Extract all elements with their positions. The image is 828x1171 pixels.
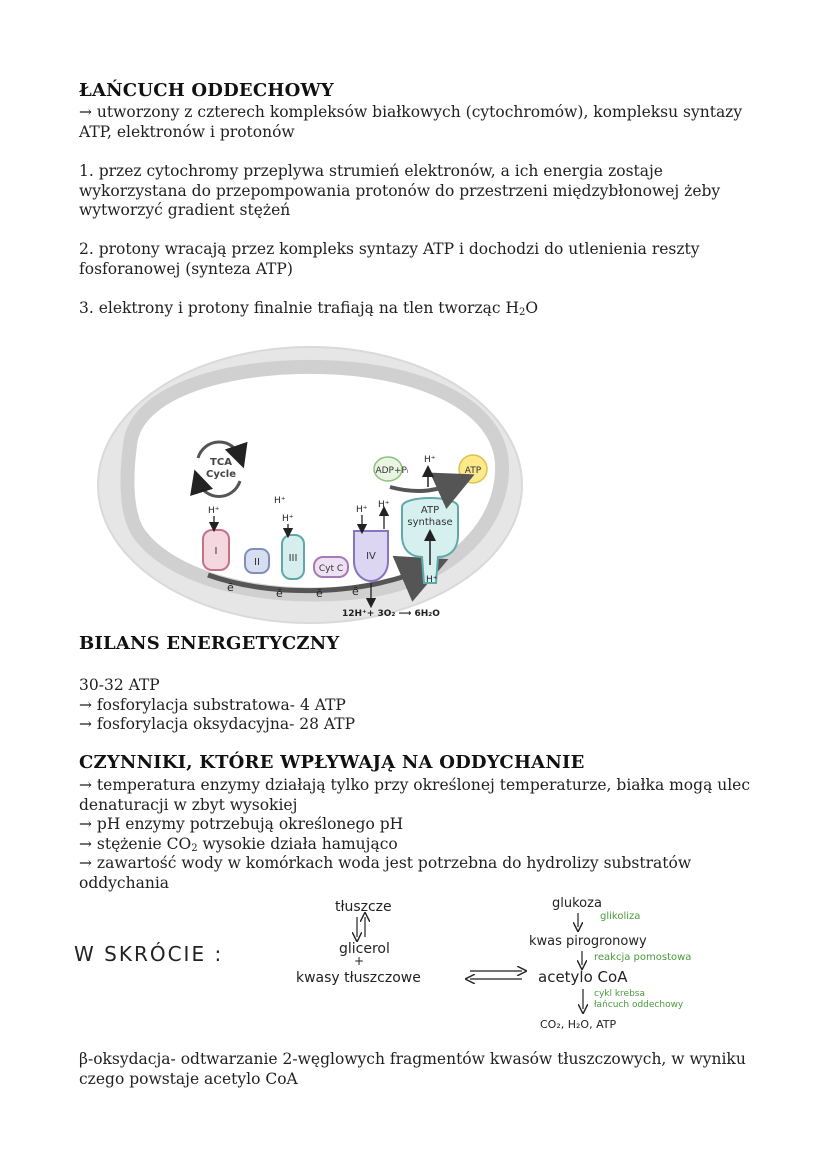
cyt-c-label: Cyt C [318, 564, 344, 574]
summary-glukoza: glukoza [552, 896, 602, 911]
text-line: → stężenie $CO_2$ wysokie działa hamująco [79, 834, 398, 854]
text-line: → utworzony z czterech kompleksów białkowych (cytochromów), kompleksu syntazy [79, 103, 743, 121]
electron-label: ē [316, 587, 323, 600]
summary-products: CO₂, H₂O, ATP [540, 1018, 617, 1031]
text-line: denaturacji w zbyt wysokiej [79, 795, 298, 814]
complex-4-label: IV [366, 551, 376, 562]
text-line: → pH enzymy potrzebują określonego pH [79, 815, 404, 833]
beta-oxidation [79, 1050, 746, 1089]
text-line: 1. przez cytochromy przeplywa strumień elektronów, a ich energia zostaje [79, 162, 663, 180]
mitochondrion-diagram [90, 335, 540, 625]
complex-2-label: II [254, 557, 260, 568]
proton-label: H⁺ [424, 455, 436, 465]
atp-label: ATP [464, 466, 482, 476]
text-line: ATP, elektronów i protonów [79, 122, 295, 141]
tca-label: TCA [210, 457, 232, 468]
proton-label: H⁺ [274, 496, 286, 506]
summary-handwritten [60, 893, 770, 1038]
text-line: wykorzystana do przepompowania protonów do przestrzeni międzybłonowej żeby [79, 181, 721, 200]
text-line: wytworzyć gradient stężeń [79, 201, 291, 219]
summary-plus: + [354, 954, 365, 968]
section2-body [79, 676, 355, 735]
text-line: czego powstaje acetylo CoA [79, 1069, 298, 1088]
complex-1-label: I [214, 546, 218, 557]
text-line: → fosforylacja substratowa- 4 ATP [79, 695, 346, 714]
water-reaction: 12H⁺+ 3O₂ ⟶ 6H₂O [342, 609, 440, 619]
section1-point-2 [79, 240, 700, 279]
summary-reakcja: reakcja pomostowa [594, 952, 692, 963]
text-line: oddychania [79, 873, 170, 892]
electron-label: ē [276, 587, 283, 600]
summary-acetylo: acetylo CoA [538, 968, 628, 986]
atp-synthase-label: ATP [420, 505, 440, 516]
proton-label: H⁺ [282, 514, 294, 524]
summary-tluszcze: tłuszcze [335, 899, 392, 915]
section1-intro [79, 103, 742, 142]
electron-label: ē [227, 581, 234, 594]
section-title-lancuch: ŁAŃCUCH ODDECHOWY [79, 80, 334, 101]
text-line: → temperatura enzymy działają tylko przy określonej temperaturze, białka mogą ulec [79, 776, 751, 794]
complex-3-label: III [288, 553, 298, 564]
text-line: 3. elektrony i protony finalnie trafiają na tlen tworząc $H_2O$ [79, 299, 539, 318]
adp-pi-label: ADP+Pᵢ [375, 466, 409, 476]
text-line: → zawartość wody w komórkach woda jest potrzebna do hydrolizy substratów [79, 854, 692, 872]
summary-label: W SKRÓCIE : [74, 942, 224, 966]
tca-label: Cycle [206, 469, 236, 480]
text-line: 2. protony wracają przez kompleks syntazy ATP i dochodzi do utlenienia reszty [79, 240, 700, 258]
summary-lancuch: łańcuch oddechowy [594, 1000, 684, 1010]
electron-label: ē [352, 585, 359, 598]
proton-label: H⁺ [378, 500, 390, 510]
text-line: β-oksydacja- odtwarzanie 2-węglowych fragmentów kwasów tłuszczowych, w wyniku [79, 1050, 746, 1068]
proton-label: H⁺ [426, 575, 438, 585]
section1-point-1 [79, 162, 720, 221]
text-line: fosforanowej (synteza ATP) [79, 259, 293, 278]
section1-point-3 [79, 299, 538, 319]
proton-label: H⁺ [208, 506, 220, 516]
section-title-czynniki: CZYNNIKI, KTÓRE WPŁYWAJĄ NA ODDYCHANIE [79, 752, 585, 773]
text-line: → fosforylacja oksydacyjna- 28 ATP [79, 715, 356, 733]
summary-kwasy: kwasy tłuszczowe [296, 970, 421, 986]
section-title-bilans: BILANS ENERGETYCZNY [79, 633, 340, 654]
proton-label: H⁺ [356, 505, 368, 515]
summary-cykl: cykl krebsa [594, 989, 646, 999]
summary-kwas-pirogronowy: kwas pirogronowy [529, 934, 647, 949]
atp-synthase-label: synthase [407, 517, 453, 528]
section3-body [79, 776, 750, 893]
summary-glicerol: glicerol [339, 941, 390, 957]
text-line: 30-32 ATP [79, 676, 160, 694]
inner-membrane [127, 367, 502, 595]
summary-glikoliza: glikoliza [600, 911, 641, 922]
